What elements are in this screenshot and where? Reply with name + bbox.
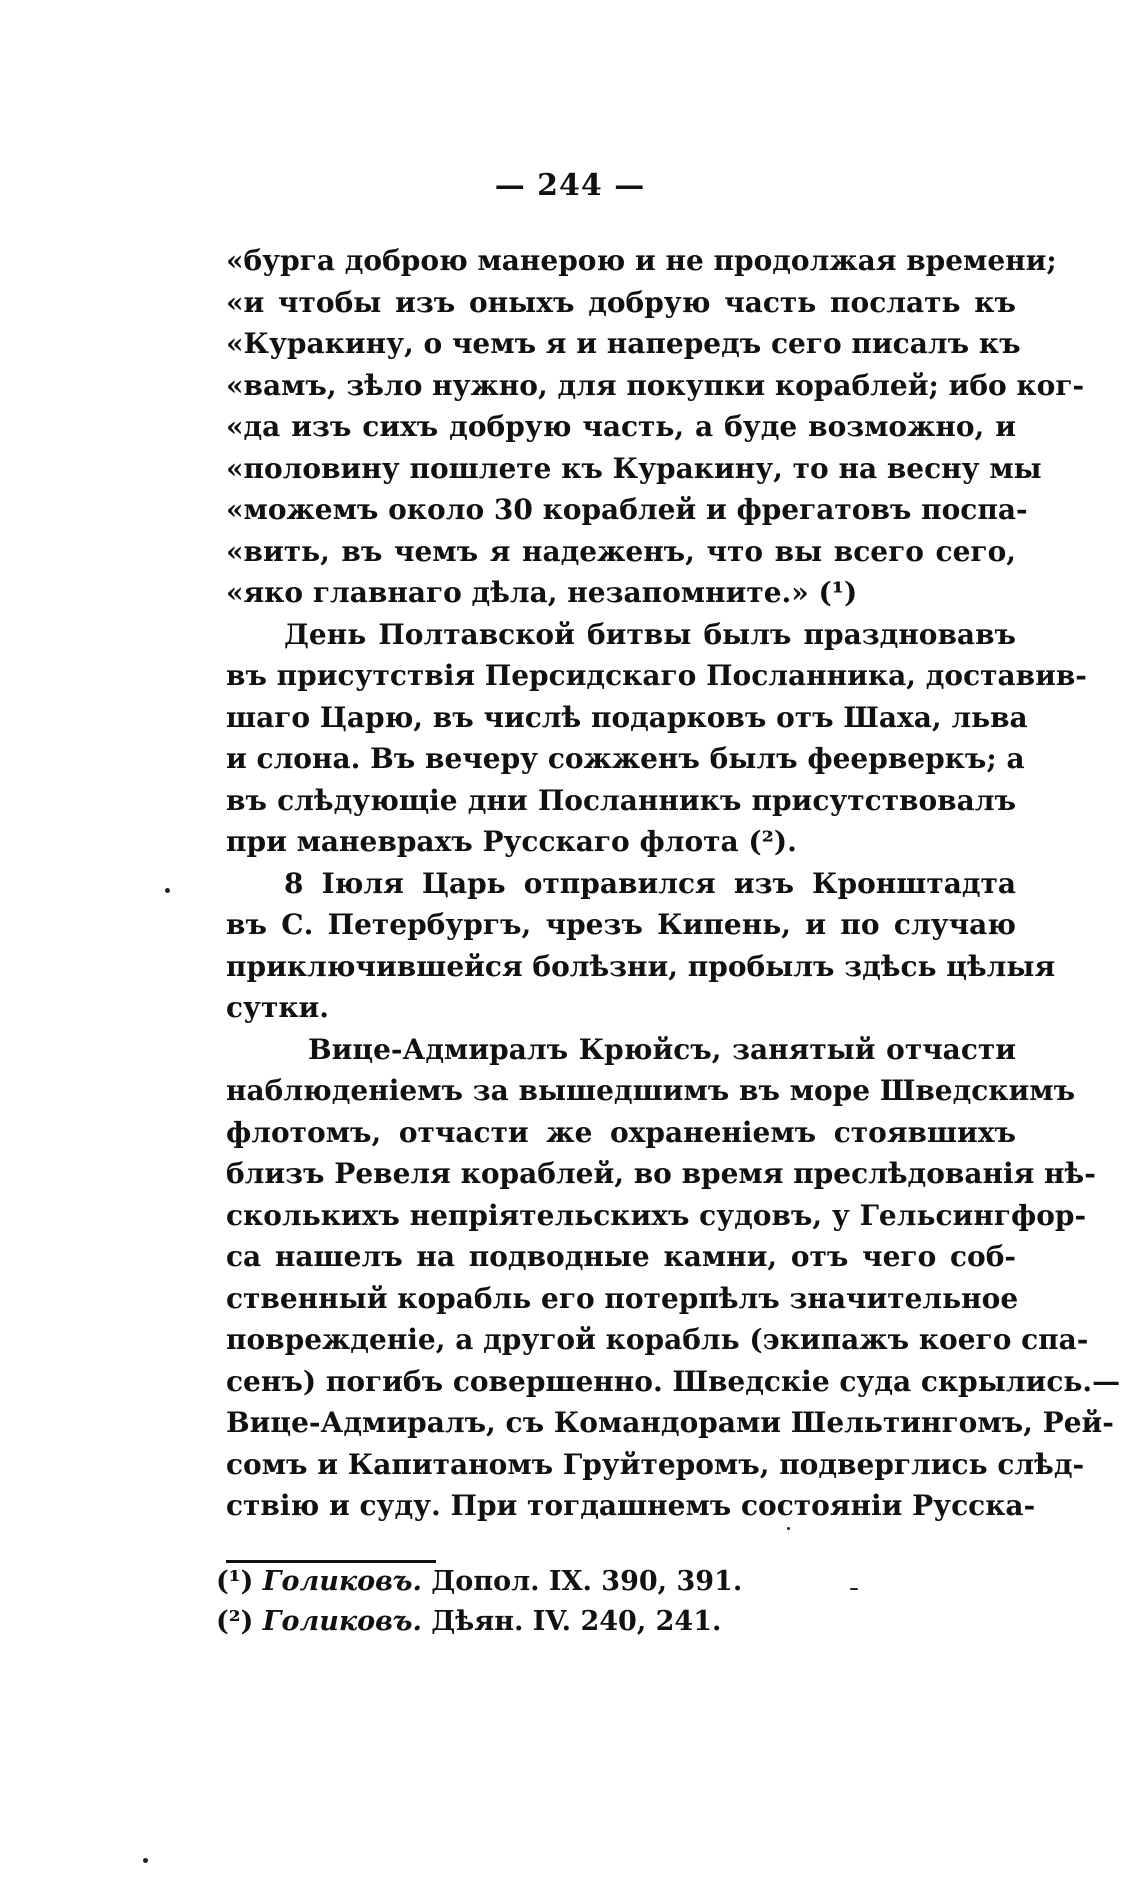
text-line: «половину пошлете къ Куракину, то на весну мы — [226, 451, 1042, 485]
text-line: сутки. — [226, 991, 330, 1024]
text-line: близъ Ревеля кораблей, во время преслѣдованія нѣ- — [226, 1157, 1096, 1190]
scan-speck — [143, 1858, 148, 1863]
text-line: сенъ) погибъ совершенно. Шведскіе суда скрылись.— — [226, 1364, 1121, 1398]
paragraph-start-line: День Полтавской битвы былъ праздновавъ — [284, 617, 1016, 651]
text-line: «яко главнаго дѣла, незапомните.» (¹) — [226, 576, 858, 609]
text-line: наблюденіемъ за вышедшимъ въ море Шведскимъ — [226, 1074, 1076, 1107]
text-line: «вамъ, зѣло нужно, для покупки кораблей; ибо ког- — [226, 368, 1085, 402]
scan-speck — [787, 1527, 790, 1530]
text-line: поврежденіе, а другой корабль (экипажъ коего спа- — [226, 1323, 1089, 1356]
text-line: сомъ и Капитаномъ Груйтеромъ, подверглись слѣд- — [226, 1447, 1085, 1481]
text-line: ственный корабль его потерпѣлъ значительное — [226, 1281, 1019, 1315]
text-line: въ слѣдующіе дни Посланникъ присутствовалъ — [226, 783, 1016, 817]
text-line: сколькихъ непріятельскихъ судовъ, у Гельсингфор- — [226, 1198, 1087, 1232]
footnote-marker: (¹) — [216, 1566, 254, 1597]
text-line: въ присутствія Персидскаго Посланника, доставив- — [226, 659, 1087, 692]
footnote-reference: Дѣян. IV. 240, 241. — [431, 1606, 722, 1637]
text-line: и слона. Въ вечеру сожженъ былъ феерверкъ; а — [226, 742, 1025, 775]
text-line: «можемъ около 30 кораблей и фрегатовъ поспа- — [226, 493, 1028, 526]
text-line: Вице-Адмиралъ, съ Командорами Шельтингомъ, Рей- — [226, 1406, 1114, 1439]
footnote-marker: (²) — [216, 1606, 254, 1637]
text-line: въ С. Петербургъ, чрезъ Кипень, и по случаю — [226, 908, 1016, 941]
footnotes — [216, 1562, 816, 1642]
scan-speck — [165, 888, 170, 893]
text-line: ствію и суду. При тогдашнемъ состояніи Русска- — [226, 1489, 1036, 1522]
page-number: — 244 — — [494, 168, 646, 203]
text-line: «и чтобы изъ оныхъ добрую часть послать къ — [226, 285, 1016, 319]
text-line: «бурга доброю манерою и не продолжая времени; — [226, 244, 1057, 277]
text-line: флотомъ, отчасти же охраненіемъ стоявшихъ — [226, 1115, 1016, 1149]
footnote-author: Голиковъ. — [262, 1606, 422, 1637]
footnote-2 — [216, 1602, 816, 1642]
footnote-reference: Допол. IX. 390, 391. — [431, 1566, 743, 1597]
footnote-1 — [216, 1562, 816, 1602]
text-line: при маневрахъ Русскаго флота (²). — [226, 825, 797, 858]
footnote-author: Голиковъ. — [262, 1566, 422, 1597]
text-line: приключившейся болѣзни, пробылъ здѣсь цѣлыя — [226, 949, 1056, 983]
body-text — [226, 240, 1121, 1527]
text-line: са нашелъ на подводные камни, отъ чего соб- — [226, 1240, 1016, 1273]
paragraph-start-line: Вице-Адмиралъ Крюйсъ, занятый отчасти — [308, 1032, 1016, 1066]
text-line: «Куракину, о чемъ я и напередъ сего писалъ къ — [226, 327, 1021, 360]
paragraph-start-line: 8 Іюля Царь отправился изъ Кронштадта — [284, 866, 1016, 900]
scan-speck — [850, 1588, 858, 1590]
text-line: шаго Царю, въ числѣ подарковъ отъ Шаха, льва — [226, 700, 1028, 734]
text-line: «вить, въ чемъ я надеженъ, что вы всего сего, — [226, 534, 1016, 568]
text-line: «да изъ сихъ добрую часть, а буде возможно, и — [226, 410, 1016, 443]
